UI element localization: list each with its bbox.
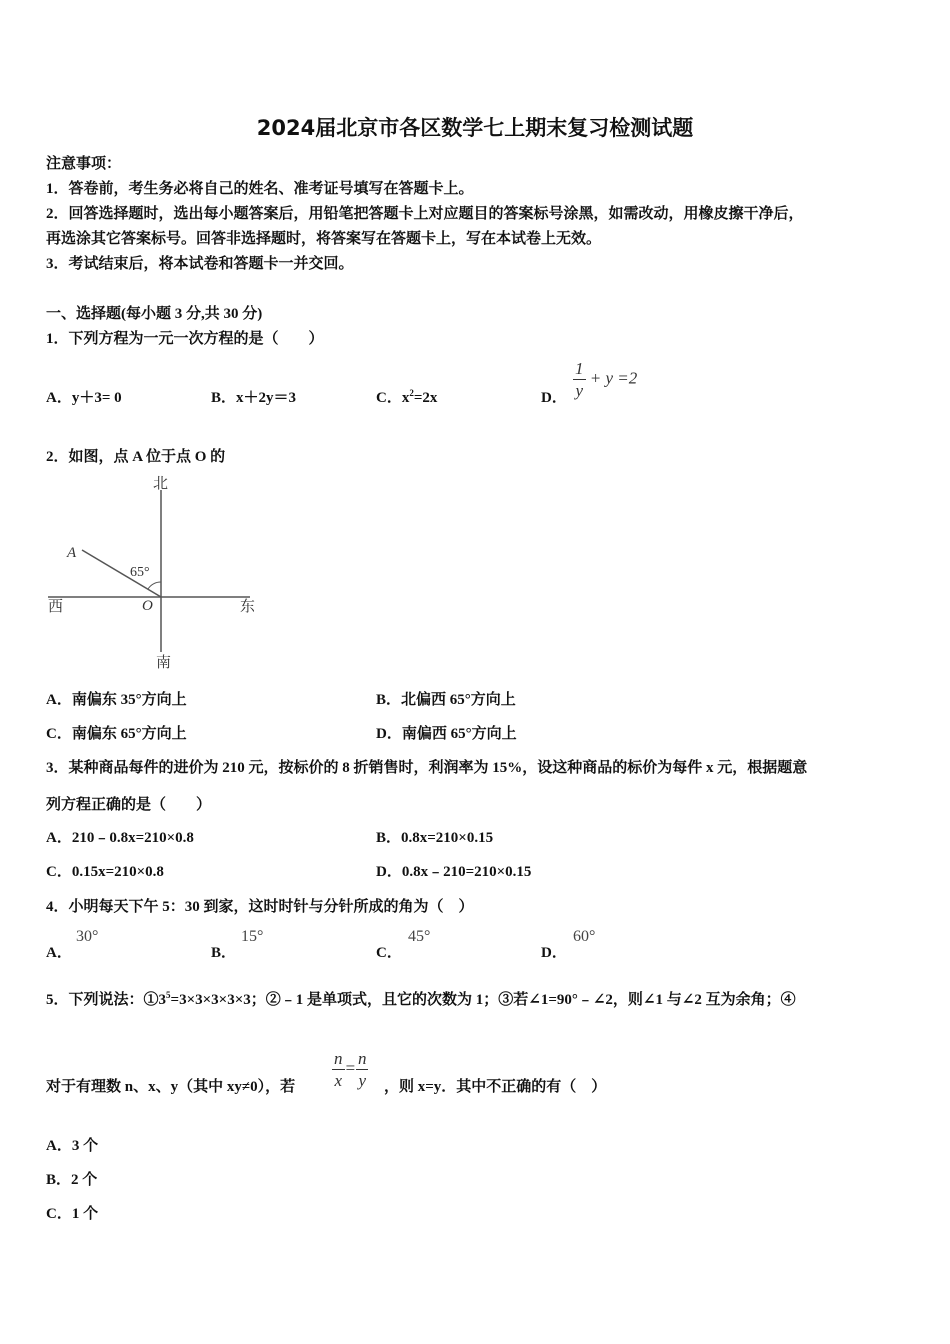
q5-option-c: C．1 个 (46, 1206, 99, 1222)
q4-option-d-value: 60° (573, 928, 596, 945)
q5-stem-line-1: 5．下列说法：$①3^5=3\times 3\times 3\times 3\times 3$；②﹣1 是单项式，且它的次数为 1；③若∠1=90°﹣∠2，则∠1 与∠2 互为余角；④ (46, 990, 796, 1008)
q1-option-b: B．x＋2y＝3 (211, 390, 297, 406)
q4-option-c-label: C． (376, 945, 402, 961)
notice-line-1: 1．答卷前，考生务必将自己的姓名、准考证号填写在答题卡上。 (46, 181, 474, 197)
q2-stem: 2．如图，点 A 位于点 O 的 (46, 449, 226, 465)
q3-option-d: D．0.8x﹣210=210×0.15 (376, 864, 532, 880)
page-title: 2024届北京市各区数学七上期末复习检测试题 (256, 116, 694, 140)
q4-option-b-label: B． (211, 945, 237, 961)
q1-option-d-formula: $\frac{1}{y}$ + y =2 (575, 359, 638, 400)
q2-option-c: C．南偏东 65°方向上 (46, 726, 187, 742)
q4-option-c-value: 45° (408, 928, 431, 945)
q1-option-a: A．y＋3= 0 (46, 390, 122, 406)
west-label: 西 (48, 597, 64, 615)
q4-stem: 4．小明每天下午 5：30 到家，这时时针与分针所成的角为（ ） (46, 899, 474, 915)
q5-option-b: B．2 个 (46, 1172, 98, 1188)
notice-line-2b: 再选涂其它答案标号。回答非选择题时，将答案写在答题卡上，写在本试卷上无效。 (46, 231, 602, 247)
section-heading: 一、选择题(每小题 3 分,共 30 分) (46, 306, 263, 322)
notice-line-2a: 2．回答选择题时，选出每小题答案后，用铅笔把答题卡上对应题目的答案标号涂黑，如需改动，用橡皮擦干净后， (46, 206, 804, 222)
q4-option-d-label: D． (541, 945, 567, 961)
north-label: 北 (153, 474, 169, 492)
origin-label: O (142, 598, 153, 614)
q3-option-b: B．0.8x=210×0.15 (376, 830, 494, 846)
q4-option-b-value: 15° (241, 928, 264, 945)
q1-option-d-label: D． (541, 390, 567, 406)
q5-stem-line-2-pre: 对于有理数 n、x、y（其中 xy≠0），若 (46, 1079, 296, 1095)
point-a-label: A (67, 545, 77, 561)
q1-option-c: C．$x^2=2x$ (376, 388, 438, 406)
q3-stem-line-1: 3．某种商品每件的进价为 210 元，按标价的 8 折销售时，利润率为 15%，设这种商品的标价为每件 x 元，根据题意 (46, 760, 808, 776)
east-label: 东 (240, 597, 256, 615)
q5-stem-line-2-post: ，则 x=y．其中不正确的有（ ） (384, 1079, 607, 1095)
south-label: 南 (156, 653, 172, 671)
q1-stem: 1．下列方程为一元一次方程的是（ ） (46, 331, 324, 347)
q4-option-a-value: 30° (76, 928, 99, 945)
q3-option-a: A．210﹣0.8x=210×0.8 (46, 830, 194, 846)
q2-option-a: A．南偏东 35°方向上 (46, 692, 187, 708)
angle-label: 65° (130, 565, 150, 580)
q4-option-a-label: A． (46, 945, 72, 961)
q5-option-a: A．3 个 (46, 1138, 99, 1154)
direction-diagram (40, 470, 280, 675)
notice-heading: 注意事项： (46, 156, 122, 172)
q2-option-b: B．北偏西 65°方向上 (376, 692, 516, 708)
q2-option-d: D．南偏西 65°方向上 (376, 726, 517, 742)
q5-equation: $\frac{n}{x}$ = $\frac{n}{y}$ (334, 1049, 367, 1090)
notice-line-3: 3．考试结束后，将本试卷和答题卡一并交回。 (46, 256, 354, 272)
q3-stem-line-2: 列方程正确的是（ ） (46, 797, 212, 813)
angle-arc (148, 582, 161, 589)
q3-option-c: C．0.15x=210×0.8 (46, 864, 164, 880)
